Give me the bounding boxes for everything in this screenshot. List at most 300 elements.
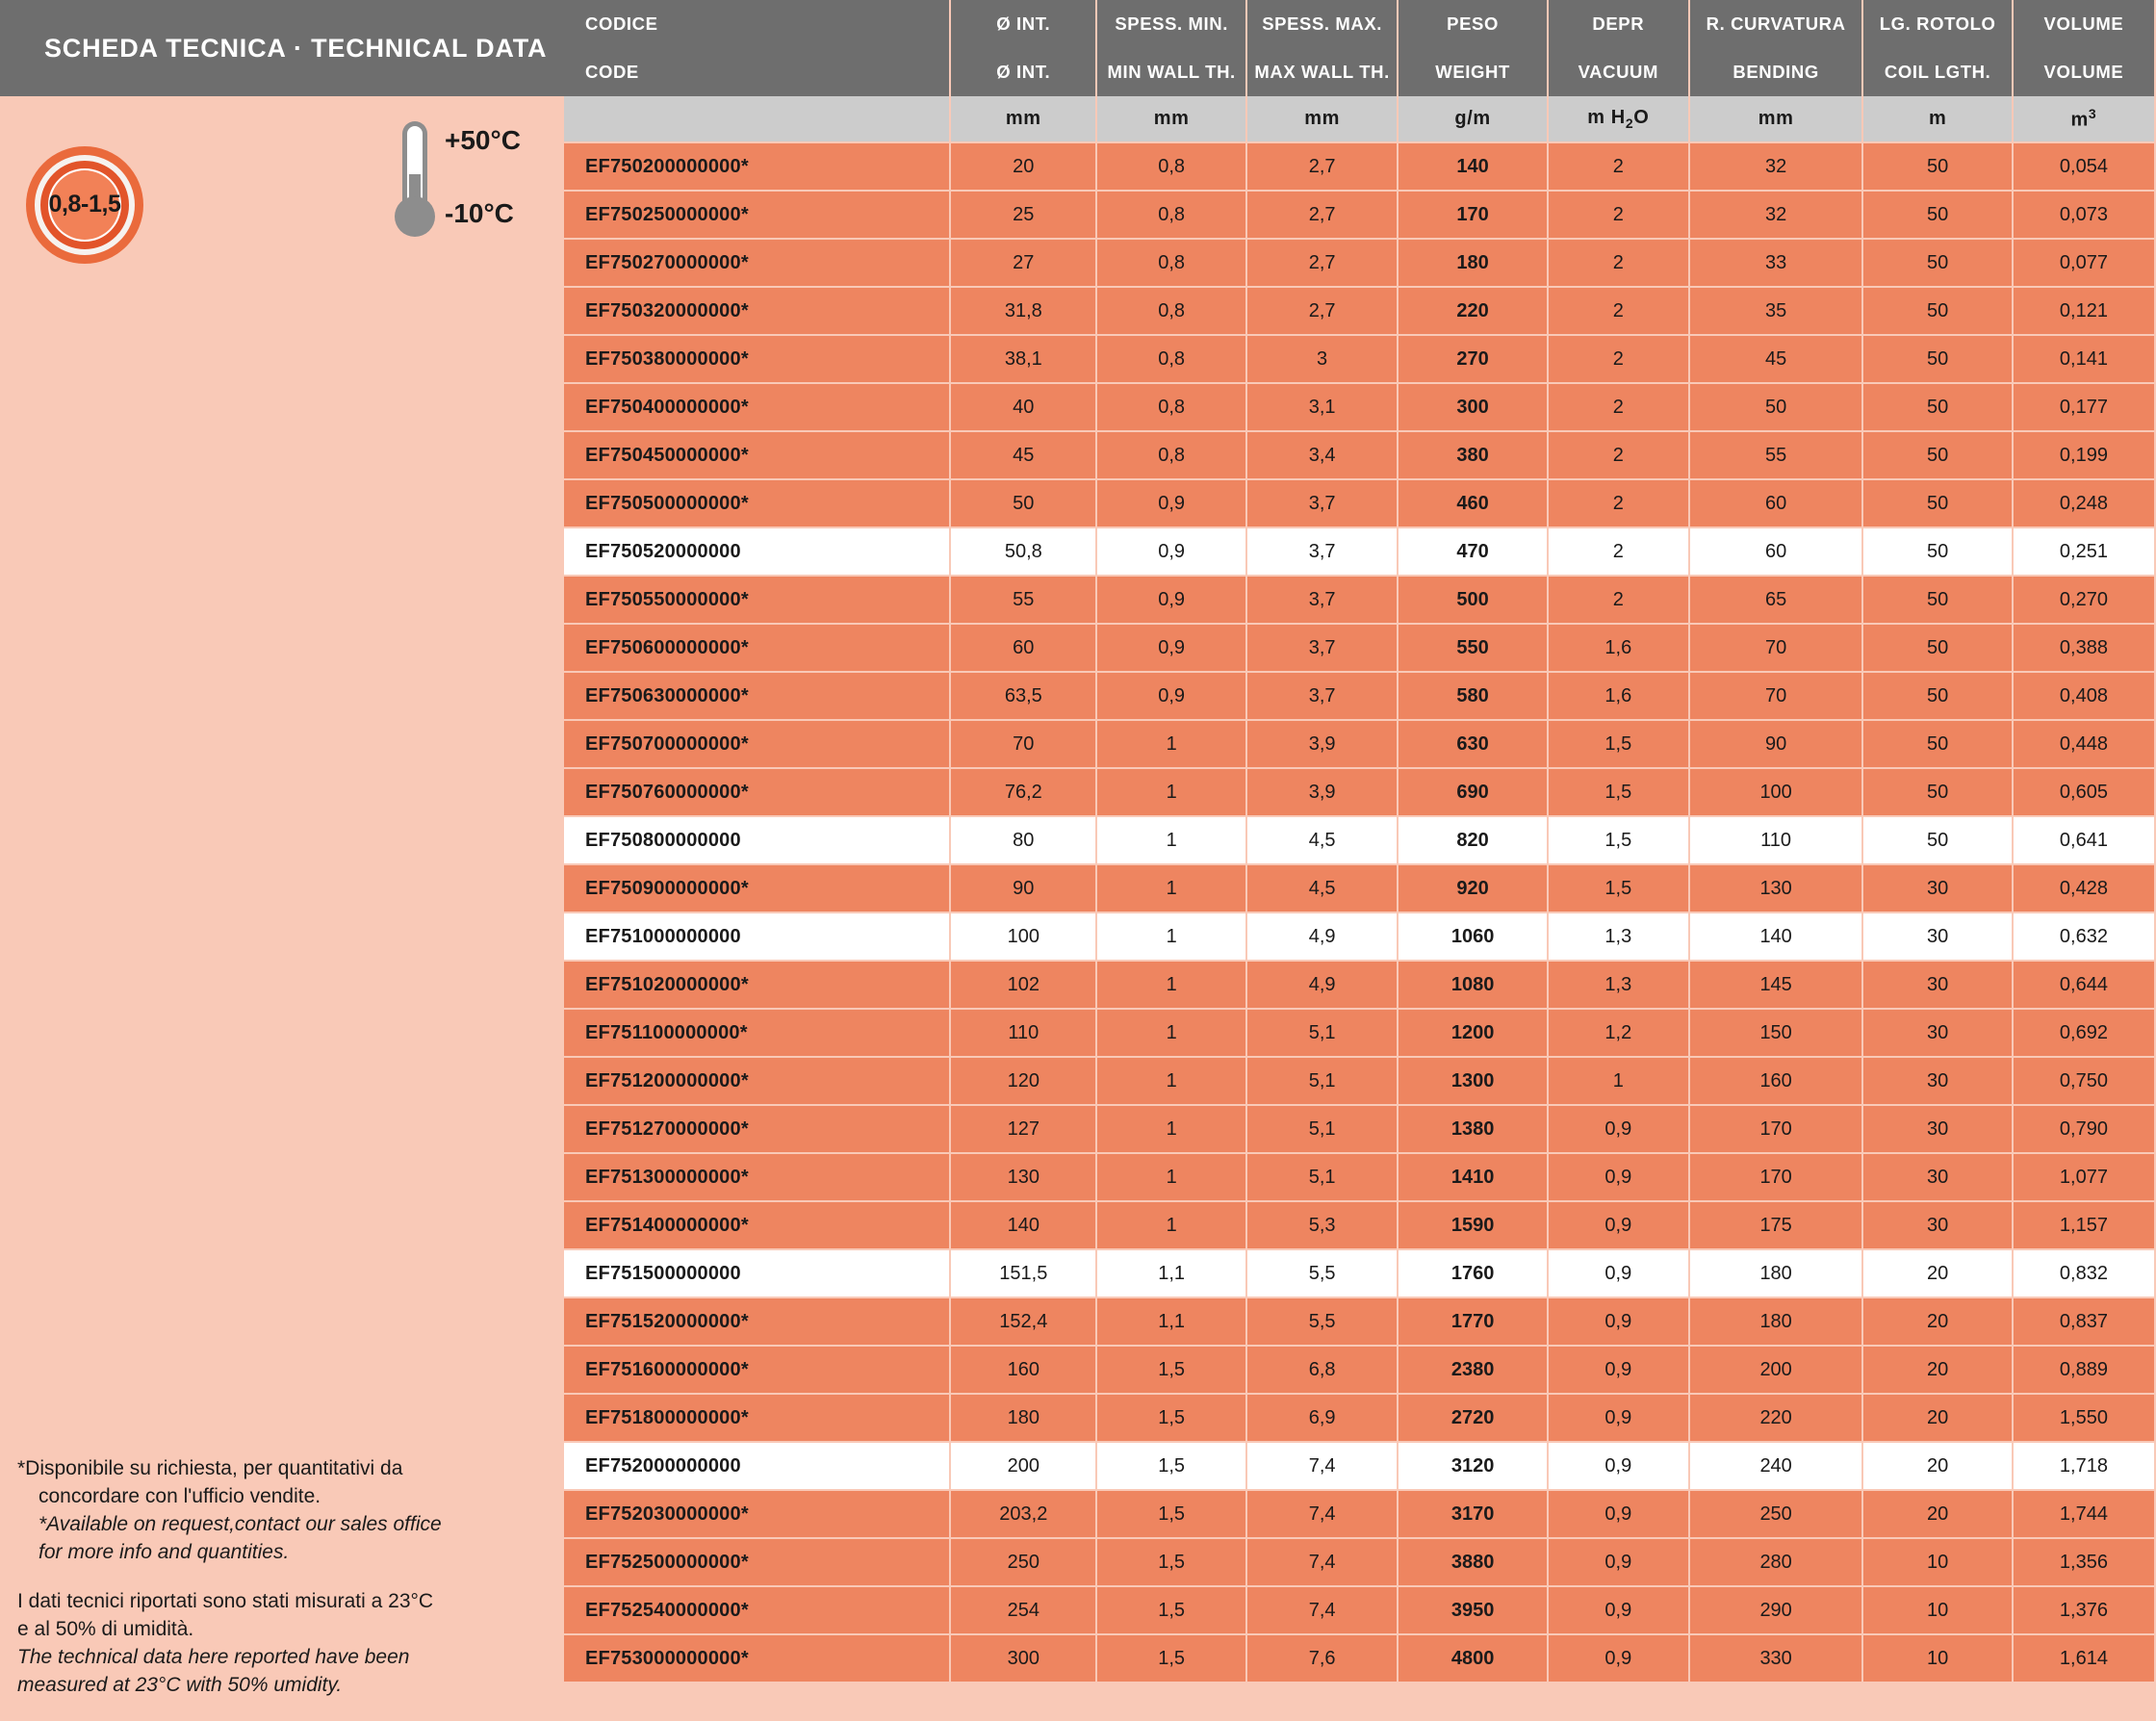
- footnote-availability-it-1: *Disponibile su richiesta, per quantitativi da: [17, 1457, 403, 1479]
- table-row: [564, 335, 2155, 383]
- cell-coil-length: 50: [1862, 383, 2012, 431]
- cell-coil-length: 50: [1862, 335, 2012, 383]
- cell-coil-length: 50: [1862, 479, 2012, 527]
- cell-max-wall-thickness: 4,9: [1246, 912, 1399, 961]
- cell-coil-length: 30: [1862, 1153, 2012, 1201]
- cell-max-wall-thickness: 2,7: [1246, 287, 1399, 335]
- cell-vacuum: 2: [1548, 239, 1689, 287]
- cell-weight: 1770: [1398, 1297, 1547, 1346]
- header-row-en: [564, 48, 2155, 96]
- cell-min-wall-thickness: 1,5: [1096, 1346, 1245, 1394]
- cell-volume: 0,750: [2013, 1057, 2155, 1105]
- table-row: [564, 961, 2155, 1009]
- unit-bend: mm: [1689, 96, 1863, 142]
- col-header-rotolo: LG. ROTOLO: [1862, 0, 2012, 48]
- cell-max-wall-thickness: 3,9: [1246, 720, 1399, 768]
- cell-code: EF751300000000*: [564, 1153, 950, 1201]
- cell-coil-length: 30: [1862, 912, 2012, 961]
- cell-coil-length: 20: [1862, 1442, 2012, 1490]
- table-row: [564, 1297, 2155, 1346]
- cell-min-wall-thickness: 1,5: [1096, 1634, 1245, 1682]
- cell-volume: 0,199: [2013, 431, 2155, 479]
- cell-code: EF750700000000*: [564, 720, 950, 768]
- cell-min-wall-thickness: 0,8: [1096, 287, 1245, 335]
- cell-code: EF750800000000: [564, 816, 950, 864]
- col-header-max-wall: MAX WALL TH.: [1246, 48, 1399, 96]
- cell-max-wall-thickness: 3,7: [1246, 624, 1399, 672]
- technical-data-table: [564, 0, 2156, 1683]
- cell-vacuum: 2: [1548, 335, 1689, 383]
- cell-weight: 380: [1398, 431, 1547, 479]
- cell-volume: 1,077: [2013, 1153, 2155, 1201]
- footnote-availability-it-2: concordare con l'ufficio vendite.: [38, 1484, 321, 1507]
- cell-bending-radius: 290: [1689, 1586, 1863, 1634]
- cell-code: EF751400000000*: [564, 1201, 950, 1249]
- header-row-it: [564, 0, 2155, 48]
- cell-weight: 1200: [1398, 1009, 1547, 1057]
- cell-bending-radius: 70: [1689, 624, 1863, 672]
- cell-bending-radius: 33: [1689, 239, 1863, 287]
- cell-max-wall-thickness: 7,4: [1246, 1538, 1399, 1586]
- cell-code: EF750320000000*: [564, 287, 950, 335]
- cell-vacuum: 1,5: [1548, 768, 1689, 816]
- cell-vacuum: 2: [1548, 479, 1689, 527]
- table-row: [564, 527, 2155, 576]
- cell-volume: 0,077: [2013, 239, 2155, 287]
- cell-inner-diameter: 110: [950, 1009, 1096, 1057]
- cell-weight: 690: [1398, 768, 1547, 816]
- table-row: [564, 720, 2155, 768]
- cell-max-wall-thickness: 5,5: [1246, 1297, 1399, 1346]
- cell-volume: 1,744: [2013, 1490, 2155, 1538]
- cell-coil-length: 10: [1862, 1634, 2012, 1682]
- table-row: [564, 912, 2155, 961]
- cell-vacuum: 0,9: [1548, 1346, 1689, 1394]
- cell-bending-radius: 240: [1689, 1442, 1863, 1490]
- cell-code: EF750400000000*: [564, 383, 950, 431]
- cell-weight: 220: [1398, 287, 1547, 335]
- table-row: [564, 1538, 2155, 1586]
- cell-inner-diameter: 45: [950, 431, 1096, 479]
- cell-vacuum: 0,9: [1548, 1394, 1689, 1442]
- cell-max-wall-thickness: 3,7: [1246, 479, 1399, 527]
- cell-volume: 0,121: [2013, 287, 2155, 335]
- cell-weight: 1590: [1398, 1201, 1547, 1249]
- cell-max-wall-thickness: 2,7: [1246, 142, 1399, 191]
- cell-max-wall-thickness: 3,7: [1246, 527, 1399, 576]
- cell-min-wall-thickness: 0,8: [1096, 383, 1245, 431]
- cell-volume: 0,632: [2013, 912, 2155, 961]
- cell-volume: 0,388: [2013, 624, 2155, 672]
- cell-volume: 0,054: [2013, 142, 2155, 191]
- cell-weight: 1080: [1398, 961, 1547, 1009]
- cell-bending-radius: 60: [1689, 527, 1863, 576]
- cell-bending-radius: 110: [1689, 816, 1863, 864]
- cell-max-wall-thickness: 7,4: [1246, 1442, 1399, 1490]
- cell-min-wall-thickness: 0,9: [1096, 624, 1245, 672]
- cell-min-wall-thickness: 0,9: [1096, 672, 1245, 720]
- cell-weight: 550: [1398, 624, 1547, 672]
- cell-inner-diameter: 40: [950, 383, 1096, 431]
- col-header-depr: DEPR: [1548, 0, 1689, 48]
- col-header-dint-it: Ø INT.: [950, 0, 1096, 48]
- cell-bending-radius: 170: [1689, 1153, 1863, 1201]
- cell-max-wall-thickness: 5,1: [1246, 1153, 1399, 1201]
- unit-peso: g/m: [1398, 96, 1547, 142]
- footnote-availability-en-1: *Available on request,contact our sales office: [38, 1512, 442, 1535]
- cell-inner-diameter: 130: [950, 1153, 1096, 1201]
- cell-inner-diameter: 60: [950, 624, 1096, 672]
- cell-min-wall-thickness: 1: [1096, 816, 1245, 864]
- cell-weight: 270: [1398, 335, 1547, 383]
- cell-weight: 300: [1398, 383, 1547, 431]
- cell-max-wall-thickness: 3,9: [1246, 768, 1399, 816]
- cell-volume: 0,889: [2013, 1346, 2155, 1394]
- table-row: [564, 1057, 2155, 1105]
- cell-code: EF751020000000*: [564, 961, 950, 1009]
- cell-inner-diameter: 25: [950, 191, 1096, 239]
- cell-coil-length: 10: [1862, 1586, 2012, 1634]
- cell-bending-radius: 32: [1689, 191, 1863, 239]
- col-header-peso: PESO: [1398, 0, 1547, 48]
- cell-volume: 1,157: [2013, 1201, 2155, 1249]
- cell-max-wall-thickness: 5,5: [1246, 1249, 1399, 1297]
- cell-bending-radius: 175: [1689, 1201, 1863, 1249]
- cell-weight: 500: [1398, 576, 1547, 624]
- cell-code: EF751200000000*: [564, 1057, 950, 1105]
- cell-inner-diameter: 102: [950, 961, 1096, 1009]
- cell-min-wall-thickness: 1: [1096, 1201, 1245, 1249]
- cell-code: EF751000000000: [564, 912, 950, 961]
- table-row: [564, 142, 2155, 191]
- cell-weight: 170: [1398, 191, 1547, 239]
- cell-vacuum: 0,9: [1548, 1538, 1689, 1586]
- col-header-vacuum: VACUUM: [1548, 48, 1689, 96]
- unit-code: [564, 96, 950, 142]
- cell-bending-radius: 100: [1689, 768, 1863, 816]
- cell-inner-diameter: 250: [950, 1538, 1096, 1586]
- cell-min-wall-thickness: 0,8: [1096, 142, 1245, 191]
- col-header-spess-min: SPESS. MIN.: [1096, 0, 1245, 48]
- cell-code: EF750520000000: [564, 527, 950, 576]
- cell-max-wall-thickness: 4,5: [1246, 864, 1399, 912]
- cell-volume: 0,141: [2013, 335, 2155, 383]
- technical-data-table-wrapper: [564, 0, 2156, 1683]
- cell-coil-length: 50: [1862, 527, 2012, 576]
- footnote-availability-en-2: for more info and quantities.: [38, 1540, 290, 1563]
- cell-bending-radius: 130: [1689, 864, 1863, 912]
- cell-max-wall-thickness: 5,1: [1246, 1105, 1399, 1153]
- cell-min-wall-thickness: 1: [1096, 912, 1245, 961]
- cell-inner-diameter: 200: [950, 1442, 1096, 1490]
- table-row: [564, 1249, 2155, 1297]
- table-row: [564, 1586, 2155, 1634]
- cell-bending-radius: 180: [1689, 1249, 1863, 1297]
- cell-inner-diameter: 120: [950, 1057, 1096, 1105]
- unit-smax: mm: [1246, 96, 1399, 142]
- cell-weight: 630: [1398, 720, 1547, 768]
- table-row: [564, 624, 2155, 672]
- cell-min-wall-thickness: 1: [1096, 1153, 1245, 1201]
- cell-volume: 0,692: [2013, 1009, 2155, 1057]
- cell-weight: 140: [1398, 142, 1547, 191]
- cell-code: EF750270000000*: [564, 239, 950, 287]
- col-header-dint-en: Ø INT.: [950, 48, 1096, 96]
- thermometer-icon: [395, 121, 435, 244]
- cell-code: EF750630000000*: [564, 672, 950, 720]
- cell-max-wall-thickness: 5,1: [1246, 1009, 1399, 1057]
- cell-volume: 0,408: [2013, 672, 2155, 720]
- cell-coil-length: 50: [1862, 624, 2012, 672]
- cell-code: EF750200000000*: [564, 142, 950, 191]
- table-row: [564, 1442, 2155, 1490]
- cell-weight: 1380: [1398, 1105, 1547, 1153]
- cell-code: EF752540000000*: [564, 1586, 950, 1634]
- footnote-measurement-it-1: I dati tecnici riportati sono stati misurati a 23°C: [17, 1589, 434, 1612]
- cell-min-wall-thickness: 1,5: [1096, 1442, 1245, 1490]
- page-title: SCHEDA TECNICA · TECHNICAL DATA: [44, 33, 548, 63]
- table-row: [564, 1394, 2155, 1442]
- cell-code: EF750550000000*: [564, 576, 950, 624]
- col-header-curvatura: R. CURVATURA: [1689, 0, 1863, 48]
- footnote-measurement-en-1: The technical data here reported have been: [17, 1645, 410, 1668]
- cell-max-wall-thickness: 2,7: [1246, 191, 1399, 239]
- col-header-code: CODE: [564, 48, 950, 96]
- cell-code: EF750900000000*: [564, 864, 950, 912]
- cell-inner-diameter: 100: [950, 912, 1096, 961]
- cell-volume: 1,614: [2013, 1634, 2155, 1682]
- page-title-bar: [0, 0, 564, 96]
- cell-inner-diameter: 38,1: [950, 335, 1096, 383]
- table-row: [564, 1490, 2155, 1538]
- cell-code: EF751600000000*: [564, 1346, 950, 1394]
- unit-volume: $m^3$: [2013, 96, 2155, 142]
- table-row: [564, 576, 2155, 624]
- cell-max-wall-thickness: 6,8: [1246, 1346, 1399, 1394]
- cell-vacuum: 0,9: [1548, 1153, 1689, 1201]
- footnotes-block: [17, 1455, 556, 1721]
- cell-code: EF753000000000*: [564, 1634, 950, 1682]
- cell-inner-diameter: 140: [950, 1201, 1096, 1249]
- cell-coil-length: 30: [1862, 1105, 2012, 1153]
- thermometer-bulb: [395, 196, 435, 237]
- cell-vacuum: 2: [1548, 431, 1689, 479]
- table-row: [564, 1105, 2155, 1153]
- cell-bending-radius: 70: [1689, 672, 1863, 720]
- cell-inner-diameter: 160: [950, 1346, 1096, 1394]
- cell-max-wall-thickness: 5,3: [1246, 1201, 1399, 1249]
- cell-vacuum: 1,3: [1548, 912, 1689, 961]
- cell-vacuum: 0,9: [1548, 1249, 1689, 1297]
- col-header-spess-max: SPESS. MAX.: [1246, 0, 1399, 48]
- footnote-measurement-en-2: measured at 23°C with 50% umidity.: [17, 1673, 343, 1696]
- cell-code: EF751520000000*: [564, 1297, 950, 1346]
- cell-bending-radius: 90: [1689, 720, 1863, 768]
- cell-coil-length: 50: [1862, 576, 2012, 624]
- cell-min-wall-thickness: 1: [1096, 1009, 1245, 1057]
- cell-code: EF751100000000*: [564, 1009, 950, 1057]
- temperature-min: -10°C: [445, 198, 514, 228]
- cell-code: EF751270000000*: [564, 1105, 950, 1153]
- cell-weight: 2380: [1398, 1346, 1547, 1394]
- cell-inner-diameter: 31,8: [950, 287, 1096, 335]
- cell-coil-length: 30: [1862, 961, 2012, 1009]
- cell-min-wall-thickness: 1: [1096, 768, 1245, 816]
- cell-code: EF750600000000*: [564, 624, 950, 672]
- cell-vacuum: 0,9: [1548, 1297, 1689, 1346]
- cell-coil-length: 20: [1862, 1394, 2012, 1442]
- cell-min-wall-thickness: 1: [1096, 1057, 1245, 1105]
- cell-max-wall-thickness: 3,4: [1246, 431, 1399, 479]
- cell-inner-diameter: 70: [950, 720, 1096, 768]
- footnote-measurement: [17, 1588, 556, 1700]
- cell-code: EF752030000000*: [564, 1490, 950, 1538]
- table-row: [564, 864, 2155, 912]
- cell-coil-length: 20: [1862, 1490, 2012, 1538]
- cell-bending-radius: 150: [1689, 1009, 1863, 1057]
- cell-inner-diameter: 63,5: [950, 672, 1096, 720]
- cell-inner-diameter: 55: [950, 576, 1096, 624]
- cell-volume: 0,177: [2013, 383, 2155, 431]
- cell-min-wall-thickness: 1: [1096, 961, 1245, 1009]
- cell-max-wall-thickness: 5,1: [1246, 1057, 1399, 1105]
- cell-min-wall-thickness: 0,9: [1096, 576, 1245, 624]
- cell-weight: 2720: [1398, 1394, 1547, 1442]
- table-row: [564, 672, 2155, 720]
- temperature-max: +50°C: [445, 125, 521, 155]
- cell-code: EF751800000000*: [564, 1394, 950, 1442]
- footnote-availability: [17, 1455, 556, 1567]
- cell-coil-length: 20: [1862, 1346, 2012, 1394]
- cell-bending-radius: 55: [1689, 431, 1863, 479]
- cell-vacuum: 1,2: [1548, 1009, 1689, 1057]
- cell-volume: 1,718: [2013, 1442, 2155, 1490]
- cell-max-wall-thickness: 3,7: [1246, 576, 1399, 624]
- cell-coil-length: 50: [1862, 239, 2012, 287]
- cell-vacuum: 2: [1548, 527, 1689, 576]
- cell-coil-length: 30: [1862, 1201, 2012, 1249]
- cell-bending-radius: 330: [1689, 1634, 1863, 1682]
- cell-max-wall-thickness: 7,6: [1246, 1634, 1399, 1682]
- cell-code: EF752500000000*: [564, 1538, 950, 1586]
- col-header-bending: BENDING: [1689, 48, 1863, 96]
- cell-weight: 820: [1398, 816, 1547, 864]
- cell-volume: 0,644: [2013, 961, 2155, 1009]
- cell-bending-radius: 32: [1689, 142, 1863, 191]
- header-row-units: [564, 96, 2155, 142]
- cell-inner-diameter: 152,4: [950, 1297, 1096, 1346]
- badge-label: 0,8-1,5: [48, 191, 121, 218]
- cell-volume: 0,248: [2013, 479, 2155, 527]
- cell-bending-radius: 220: [1689, 1394, 1863, 1442]
- cell-min-wall-thickness: 1: [1096, 1105, 1245, 1153]
- cell-min-wall-thickness: 0,8: [1096, 335, 1245, 383]
- cell-max-wall-thickness: 7,4: [1246, 1586, 1399, 1634]
- cell-vacuum: 1: [1548, 1057, 1689, 1105]
- cell-bending-radius: 65: [1689, 576, 1863, 624]
- cell-weight: 3170: [1398, 1490, 1547, 1538]
- table-row: [564, 239, 2155, 287]
- cell-volume: 0,605: [2013, 768, 2155, 816]
- cell-code: EF750250000000*: [564, 191, 950, 239]
- col-header-volume-en: VOLUME: [2013, 48, 2155, 96]
- cell-vacuum: 2: [1548, 142, 1689, 191]
- cell-vacuum: 1,5: [1548, 720, 1689, 768]
- cell-weight: 460: [1398, 479, 1547, 527]
- table-row: [564, 479, 2155, 527]
- cell-volume: 0,251: [2013, 527, 2155, 576]
- cell-vacuum: 0,9: [1548, 1586, 1689, 1634]
- cell-min-wall-thickness: 1,5: [1096, 1586, 1245, 1634]
- cell-code: EF751500000000: [564, 1249, 950, 1297]
- cell-bending-radius: 180: [1689, 1297, 1863, 1346]
- col-header-weight: WEIGHT: [1398, 48, 1547, 96]
- cell-vacuum: 0,9: [1548, 1105, 1689, 1153]
- cell-volume: 0,448: [2013, 720, 2155, 768]
- cell-code: EF752000000000: [564, 1442, 950, 1490]
- cell-bending-radius: 250: [1689, 1490, 1863, 1538]
- cell-vacuum: 2: [1548, 191, 1689, 239]
- col-header-coil-length: COIL LGTH.: [1862, 48, 2012, 96]
- cell-volume: 0,428: [2013, 864, 2155, 912]
- cell-bending-radius: 145: [1689, 961, 1863, 1009]
- cell-coil-length: 30: [1862, 1009, 2012, 1057]
- cell-min-wall-thickness: 0,9: [1096, 479, 1245, 527]
- cell-min-wall-thickness: 1,1: [1096, 1297, 1245, 1346]
- cell-bending-radius: 140: [1689, 912, 1863, 961]
- cell-vacuum: 2: [1548, 383, 1689, 431]
- cell-inner-diameter: 180: [950, 1394, 1096, 1442]
- cell-weight: 1060: [1398, 912, 1547, 961]
- table-row: [564, 1346, 2155, 1394]
- table-row: [564, 431, 2155, 479]
- cell-max-wall-thickness: 4,5: [1246, 816, 1399, 864]
- cell-code: EF750450000000*: [564, 431, 950, 479]
- cell-weight: 580: [1398, 672, 1547, 720]
- cell-vacuum: 2: [1548, 576, 1689, 624]
- cell-max-wall-thickness: 3,1: [1246, 383, 1399, 431]
- cell-bending-radius: 160: [1689, 1057, 1863, 1105]
- cell-weight: 4800: [1398, 1634, 1547, 1682]
- cell-coil-length: 50: [1862, 191, 2012, 239]
- cell-inner-diameter: 20: [950, 142, 1096, 191]
- cell-vacuum: 1,6: [1548, 624, 1689, 672]
- cell-weight: 3120: [1398, 1442, 1547, 1490]
- table-row: [564, 1201, 2155, 1249]
- cell-bending-radius: 200: [1689, 1346, 1863, 1394]
- table-head: [564, 0, 2155, 142]
- cell-volume: 0,790: [2013, 1105, 2155, 1153]
- cell-bending-radius: 35: [1689, 287, 1863, 335]
- cell-bending-radius: 170: [1689, 1105, 1863, 1153]
- cell-coil-length: 20: [1862, 1249, 2012, 1297]
- footnote-measurement-it-2: e al 50% di umidità.: [17, 1617, 194, 1640]
- cell-min-wall-thickness: 1: [1096, 864, 1245, 912]
- cell-volume: 1,356: [2013, 1538, 2155, 1586]
- cell-inner-diameter: 254: [950, 1586, 1096, 1634]
- cell-vacuum: 0,9: [1548, 1634, 1689, 1682]
- table-row: [564, 816, 2155, 864]
- table-row: [564, 191, 2155, 239]
- table-row: [564, 768, 2155, 816]
- cell-inner-diameter: 127: [950, 1105, 1096, 1153]
- cell-volume: 1,550: [2013, 1394, 2155, 1442]
- unit-coil: m: [1862, 96, 2012, 142]
- cell-weight: 180: [1398, 239, 1547, 287]
- cell-inner-diameter: 203,2: [950, 1490, 1096, 1538]
- cell-weight: 470: [1398, 527, 1547, 576]
- table-row: [564, 1153, 2155, 1201]
